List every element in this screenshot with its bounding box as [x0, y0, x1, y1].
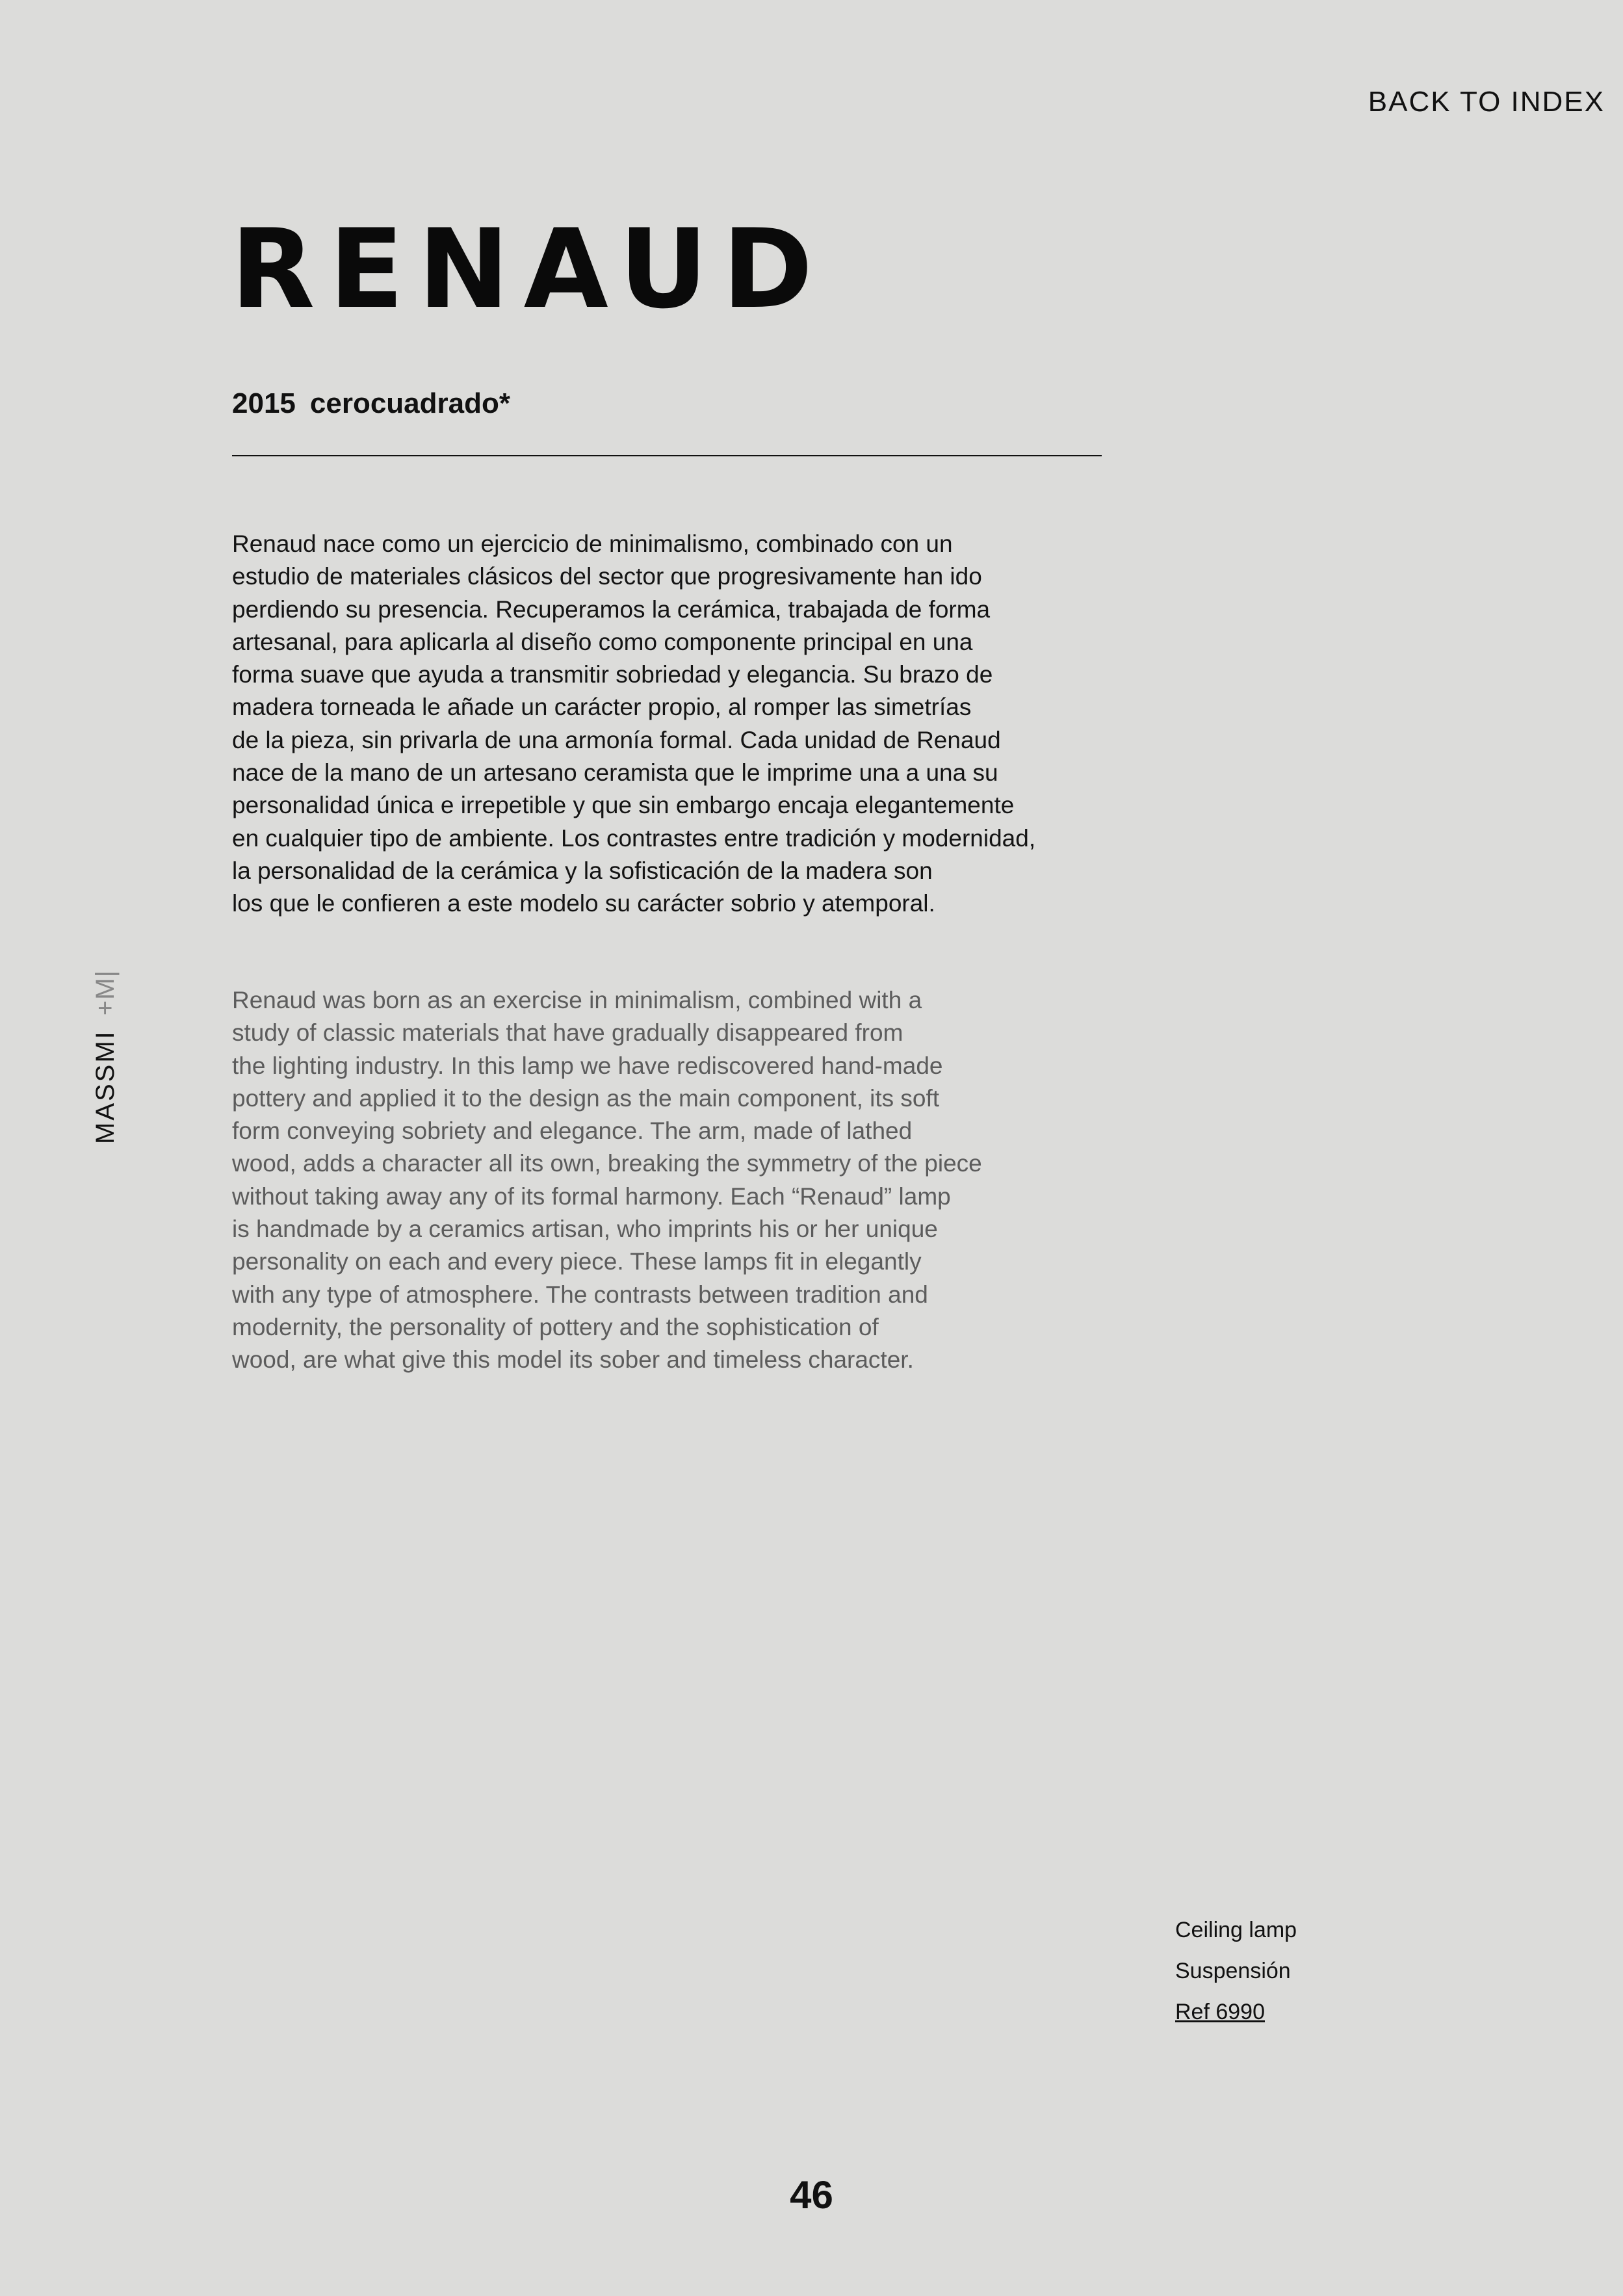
- product-reference-link[interactable]: Ref 6990: [1175, 2000, 1265, 2024]
- description-line: de la pieza, sin privarla de una armonía formal. Cada unidad de Renaud: [232, 726, 1001, 753]
- brand-mark-icon: +M|: [91, 970, 120, 1016]
- description-line: modernity, the personality of pottery and the sophistication of: [232, 1313, 879, 1340]
- description-line: pottery and applied it to the design as the main component, its soft: [232, 1084, 940, 1112]
- description-line: nace de la mano de un artesano ceramista que le imprime una a una su: [232, 759, 998, 787]
- description-line: artesanal, para aplicarla al diseño como componente principal en una: [232, 628, 973, 655]
- description-line: madera torneada le añade un carácter propio, al romper las simetrías: [232, 694, 972, 721]
- page-number: 46: [790, 2173, 833, 2217]
- spec-type-spanish: Suspensión: [1175, 1959, 1291, 1983]
- description-line: personality on each and every piece. These lamps fit in elegantly: [232, 1248, 922, 1275]
- product-title: RENAUD: [231, 205, 827, 333]
- description-line: Renaud was born as an exercise in minimalism, combined with a: [232, 987, 922, 1013]
- description-line: personalidad única e irrepetible y que sin embargo encaja elegantemente: [232, 792, 1015, 819]
- brand-name: MASSMI: [91, 1030, 120, 1144]
- description-line: wood, adds a character all its own, breaking the symmetry of the piece: [232, 1150, 982, 1177]
- description-line: los que le confieren a este modelo su carácter sobrio y atemporal.: [232, 890, 935, 917]
- description-line: perdiendo su presencia. Recuperamos la cerámica, trabajada de forma: [232, 595, 991, 623]
- description-line: form conveying sobriety and elegance. The arm, made of lathed: [232, 1117, 913, 1145]
- description-line: en cualquier tipo de ambiente. Los contrastes entre tradición y modernidad,: [232, 824, 1036, 852]
- description-spanish: [232, 528, 1155, 920]
- title-divider: [232, 455, 1102, 456]
- description-line: estudio de materiales clásicos del sector que progresivamente han ido: [232, 563, 982, 590]
- back-to-index-link[interactable]: BACK TO INDEX: [1368, 86, 1605, 118]
- product-designer: cerocuadrado*: [309, 387, 510, 419]
- description-line: Renaud nace como un ejercicio de minimalismo, combinado con un: [232, 530, 953, 557]
- description-english: [232, 984, 1155, 1377]
- brand-logo: [91, 970, 120, 1144]
- description-line: wood, are what give this model its sober and timeless character.: [232, 1346, 914, 1374]
- description-line: forma suave que ayuda a transmitir sobriedad y elegancia. Su brazo de: [232, 661, 993, 688]
- description-line: la personalidad de la cerámica y la sofisticación de la madera son: [232, 857, 933, 884]
- description-line: study of classic materials that have gradually disappeared from: [232, 1019, 903, 1047]
- description-line: the lighting industry. In this lamp we have rediscovered hand-made: [232, 1052, 943, 1079]
- product-year: 2015: [232, 387, 296, 419]
- description-line: with any type of atmosphere. The contrasts between tradition and: [232, 1281, 928, 1308]
- product-specs: [1175, 1916, 1297, 2039]
- product-subtitle: [232, 387, 510, 420]
- spec-type-english: Ceiling lamp: [1175, 1918, 1297, 1942]
- description-line: is handmade by a ceramics artisan, who imprints his or her unique: [232, 1216, 938, 1243]
- description-line: without taking away any of its formal harmony. Each “Renaud” lamp: [232, 1182, 951, 1210]
